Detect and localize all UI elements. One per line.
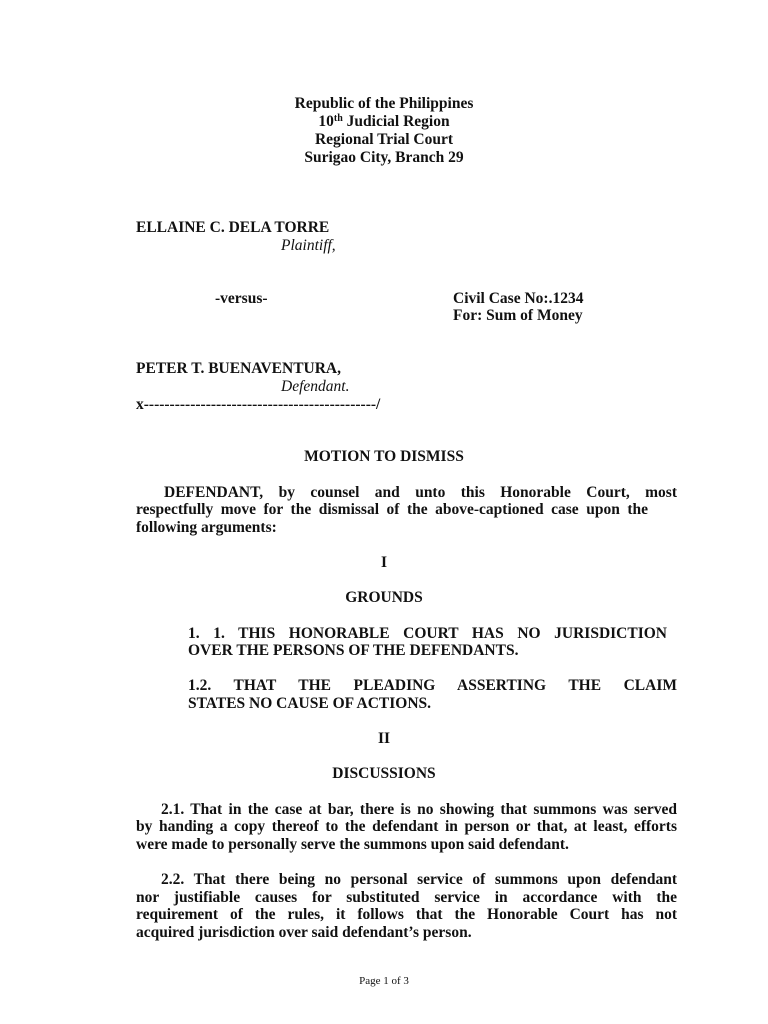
ground-2-line-1: 1.2. THAT THE PLEADING ASSERTING THE CLAIM [188, 677, 677, 694]
section-2-heading: DISCUSSIONS [332, 765, 436, 782]
plaintiff-role: Plaintiff, [281, 237, 336, 254]
ground-1-line-2: OVER THE PERSONS OF THE DEFENDANTS. [188, 642, 519, 659]
discussion-1-line-2: by handing a copy thereof to the defendant in person or that, at least, efforts [136, 818, 677, 835]
versus-label: -versus- [215, 290, 268, 307]
header-judicial-region: 10th Judicial Region [318, 113, 450, 130]
case-nature: For: Sum of Money [453, 307, 583, 324]
ground-1-line-1: 1. 1. THIS HONORABLE COURT HAS NO JURISDICTION [188, 625, 667, 642]
discussion-2-line-2: nor justifiable causes for substituted service in accordance with the [136, 889, 677, 906]
discussion-1-line-3: were made to personally serve the summons upon said defendant. [136, 836, 569, 853]
defendant-role: Defendant. [281, 378, 350, 395]
intro-line-2: respectfully move for the dismissal of the above-captioned case upon the [136, 501, 648, 518]
motion-title: MOTION TO DISMISS [304, 448, 464, 465]
discussion-2-line-4: acquired jurisdiction over said defendant’s person. [136, 924, 472, 941]
discussion-2-line-1: 2.2. That there being no personal service of summons upon defendant [161, 871, 677, 888]
section-2-numeral: II [377, 730, 391, 747]
caption-separator: x---------------------------------------------/ [136, 396, 381, 413]
page-number: Page 1 of 3 [359, 975, 409, 987]
header-republic: Republic of the Philippines [294, 95, 474, 112]
case-number: Civil Case No:.1234 [453, 290, 584, 307]
discussion-2-line-3: requirement of the rules, it follows that the Honorable Court has not [136, 906, 677, 923]
section-1-heading: GROUNDS [345, 589, 423, 606]
intro-line-1: DEFENDANT, by counsel and unto this Honorable Court, most [164, 484, 677, 501]
header-branch: Surigao City, Branch 29 [304, 149, 464, 166]
intro-line-3: following arguments: [136, 519, 277, 536]
section-1-numeral: I [380, 554, 388, 571]
header-trial-court: Regional Trial Court [314, 131, 454, 148]
defendant-name: PETER T. BUENAVENTURA, [136, 360, 341, 377]
discussion-1-line-1: 2.1. That in the case at bar, there is no showing that summons was served [161, 801, 677, 818]
plaintiff-name: ELLAINE C. DELA TORRE [136, 219, 330, 236]
ground-2-line-2: STATES NO CAUSE OF ACTIONS. [188, 695, 432, 712]
